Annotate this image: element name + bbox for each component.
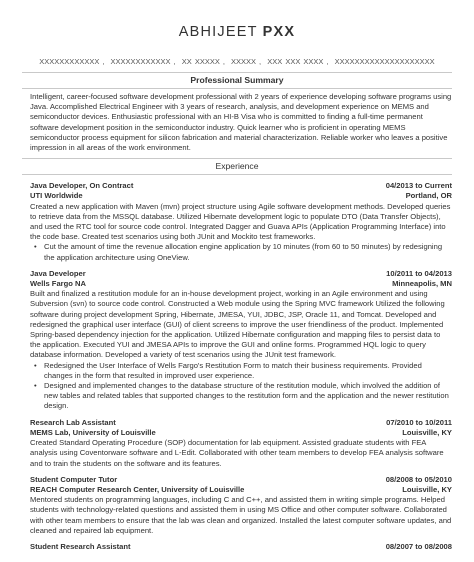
job-dates: 08/2008 to 05/2010 <box>385 474 452 484</box>
job-entry <box>30 181 452 263</box>
job-company: Wells Fargo NA <box>30 279 86 289</box>
job-location: Minneapolis, MN <box>392 279 452 289</box>
resume-page <box>0 24 474 562</box>
job-description: Created Standard Operating Procedure (SOP) documentation for lab equipment. Assisted graduate students with FEA analysis using Coventorware software and L-Edit. Collaborated with other team members to develop FEA analysis software and to train the students on the software and its features. <box>30 438 444 468</box>
contact-email: XXXXXXXXXXXXXXXXXXXX <box>334 57 435 66</box>
divider <box>22 174 452 175</box>
job-title: Research Lab Assistant <box>30 417 116 427</box>
job-title: Java Developer, On Contract <box>30 181 134 191</box>
job-title: Student Research Assistant <box>30 541 131 551</box>
summary-text: Intelligent, career-focused software development professional with 2 years of experience developing software programs using Java. Accomplished Electrical Engineer with 3 years of research, analysis, and development experience on MEMS and semiconductor devices. Enthusiastic professional with an HI-B Visa who is committed to finding a full-time permanent software development position in the semiconductor industry. Quick learner who is proficient in operating MEMS semiconductor process equipment for silicon fabrication and material characterization. Reliable worker who leaves a positive impression in all areas of the work environment. <box>30 92 452 153</box>
job-title: Student Computer Tutor <box>30 474 118 484</box>
job-entry <box>30 542 452 552</box>
job-dates: 10/2011 to 04/2013 <box>386 268 452 278</box>
contact-item: XXX XXX XXXX <box>267 57 324 66</box>
job-entry <box>30 269 452 412</box>
contact-line: XXXXXXXXXXXX , XXXXXXXXXXXX , XX XXXXX , XXXXX , XXX XXX XXXX , XXXXXXXXXXXXXXXXXXXX <box>39 57 435 66</box>
job-header-row <box>30 181 452 191</box>
job-dates: 08/2007 to 08/2008 <box>385 541 452 551</box>
job-title: Java Developer <box>30 268 86 278</box>
contact-item: XXXXXXXXXXXX <box>39 57 100 66</box>
job-company-row <box>30 279 452 289</box>
divider <box>22 88 452 89</box>
experience-heading: Experience <box>215 161 259 172</box>
job-dates: 07/2010 to 10/2011 <box>386 417 452 427</box>
resume-name <box>22 24 452 40</box>
summary-heading: Professional Summary <box>190 75 284 85</box>
job-bullet: • Redesigned the User Interface of Wells Fargo's Restitution Form to match their business requirements. Provided changes in the form that resulted in improved user experience. <box>30 361 452 381</box>
job-company: MEMS Lab, University of Louisville <box>30 427 156 437</box>
job-description: Built and finalized a restitution module for an in-house development project, working in an Agile environment and using Subversion (svn) to source code control. Constructed a Web module using the Spring MVC framework Utilized the following software during project development Spring, Hibernate, JMESA, YUI, JDBC, JSP, Oracle 11, and Tomcat. Developed and redesigned the graphical user interface (GUI) of client screens to improve the user friendliness of the product. Implemented Spring-based dependency injection for the application. Utilized Hibernate configuration and mapping files to persist data to the application. Executed YUI and JMESA APIs to improve the GUI and online forms. Programmed HQL logic to query database information. Developed a variety of test scenarios using the JUnit test framework. <box>30 289 445 360</box>
job-header-row <box>30 475 452 485</box>
job-company-row <box>30 428 452 438</box>
job-location: Portland, OR <box>405 191 452 201</box>
job-header-row <box>30 418 452 428</box>
job-entry <box>30 418 452 469</box>
job-description: Mentored students on programming languages, including C and C++, and assisted them in writing simple programs. Helped students with technology-related questions and assisted them in using MS Office and other computer software. Collaborated with other team members to ensure that the lab was clean and organized. Installed the latest computer software updates, and cleaned and repaired lab equipment. <box>30 495 452 535</box>
job-bullet: • Designed and implemented changes to the database structure of the restitution module, which involved the addition of new tables and related tables that supported changes to the restitution form and the application and the newer restitution design. <box>30 381 452 412</box>
job-company-row <box>30 191 452 201</box>
job-header-row <box>30 269 452 279</box>
name-first: ABHIJEET <box>178 24 258 40</box>
contact-item: XXXXXXXXXXXX <box>110 57 171 66</box>
job-entry <box>30 475 452 536</box>
contact-item: XX XXXXX <box>181 57 220 66</box>
job-description: Created a new application with Maven (mvn) project structure using Agile software development methods. Developed queries to retrieve data from the MSSQL database. Utilized Hibernate development logic to populate DTO (Data Transfer Objects), and used the RTC tool for source code control. Integrated Dagger and Guava APIs (Application Programming Interface) into the code base. Created test scenarios using both JUnit and Mockito test frameworks. <box>30 201 451 242</box>
job-location: Louisville, KY <box>402 484 452 494</box>
contact-item: XXXXX <box>231 57 257 66</box>
job-dates: 04/2013 to Current <box>385 181 452 191</box>
job-company-row <box>30 485 452 495</box>
job-header-row <box>30 542 452 552</box>
job-bullet: • Cut the amount of time the revenue allocation engine application by 10 minutes (from 60 to 50 minutes) by redesigning the application architecture using OneView. <box>30 242 452 262</box>
name-last: PXX <box>262 24 296 40</box>
job-company: REACH Computer Research Center, University of Louisville <box>30 484 245 494</box>
job-location: Louisville, KY <box>402 427 452 437</box>
job-company: UTI Worldwide <box>30 191 83 201</box>
